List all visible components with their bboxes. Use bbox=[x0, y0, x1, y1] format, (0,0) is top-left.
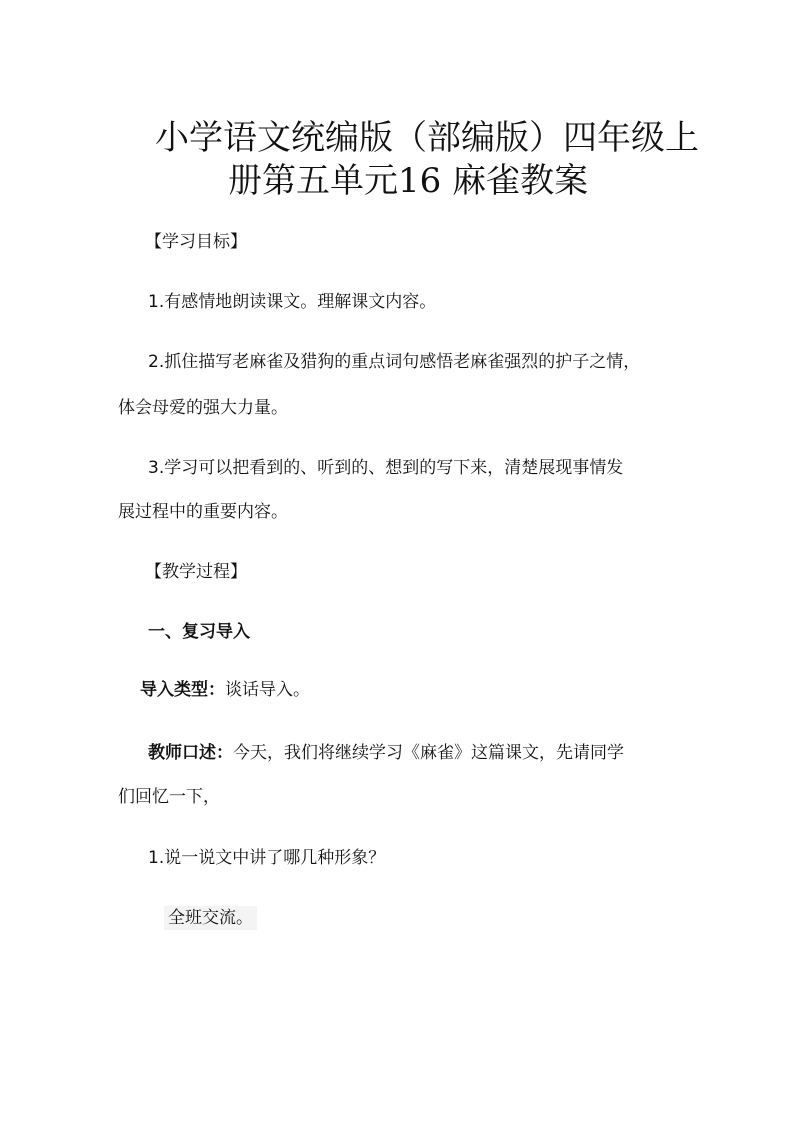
objective-1: 1.有感情地朗读课文。理解课文内容。 bbox=[148, 292, 437, 312]
step-1-heading: 一、复习导入 bbox=[148, 622, 250, 642]
teacher-speech-label: 教师口述： bbox=[148, 743, 233, 763]
teacher-speech-text: 今天，我们将继续学习《麻雀》这篇课文，先请同学 bbox=[233, 743, 624, 763]
teacher-speech-line-1 bbox=[148, 743, 624, 763]
intro-type-line bbox=[140, 680, 310, 700]
intro-type-value: 谈话导入。 bbox=[225, 680, 310, 700]
intro-type-label: 导入类型： bbox=[140, 680, 225, 700]
objective-3-line-1: 3.学习可以把看到的、听到的、想到的写下来，清楚展现事情发 bbox=[148, 458, 624, 478]
document-title-line-1: 小学语文统编版（部编版）四年级上 bbox=[155, 118, 699, 158]
teacher-speech-line-2: 们回忆一下， bbox=[118, 787, 220, 807]
section-heading-process: 【教学过程】 bbox=[145, 562, 247, 582]
question-1: 1.说一说文中讲了哪几种形象？ bbox=[148, 848, 386, 868]
objective-3-line-2: 展过程中的重要内容。 bbox=[118, 502, 288, 522]
objective-2-line-2: 体会母爱的强大力量。 bbox=[118, 398, 288, 418]
class-exchange bbox=[164, 908, 257, 928]
objective-2-line-1: 2.抓住描写老麻雀及猎狗的重点词句感悟老麻雀强烈的护子之情， bbox=[148, 352, 641, 372]
section-heading-objectives: 【学习目标】 bbox=[145, 232, 247, 252]
document-title-line-2: 册第五单元16 麻雀教案 bbox=[228, 161, 589, 201]
class-exchange-text: 全班交流。 bbox=[164, 906, 257, 930]
